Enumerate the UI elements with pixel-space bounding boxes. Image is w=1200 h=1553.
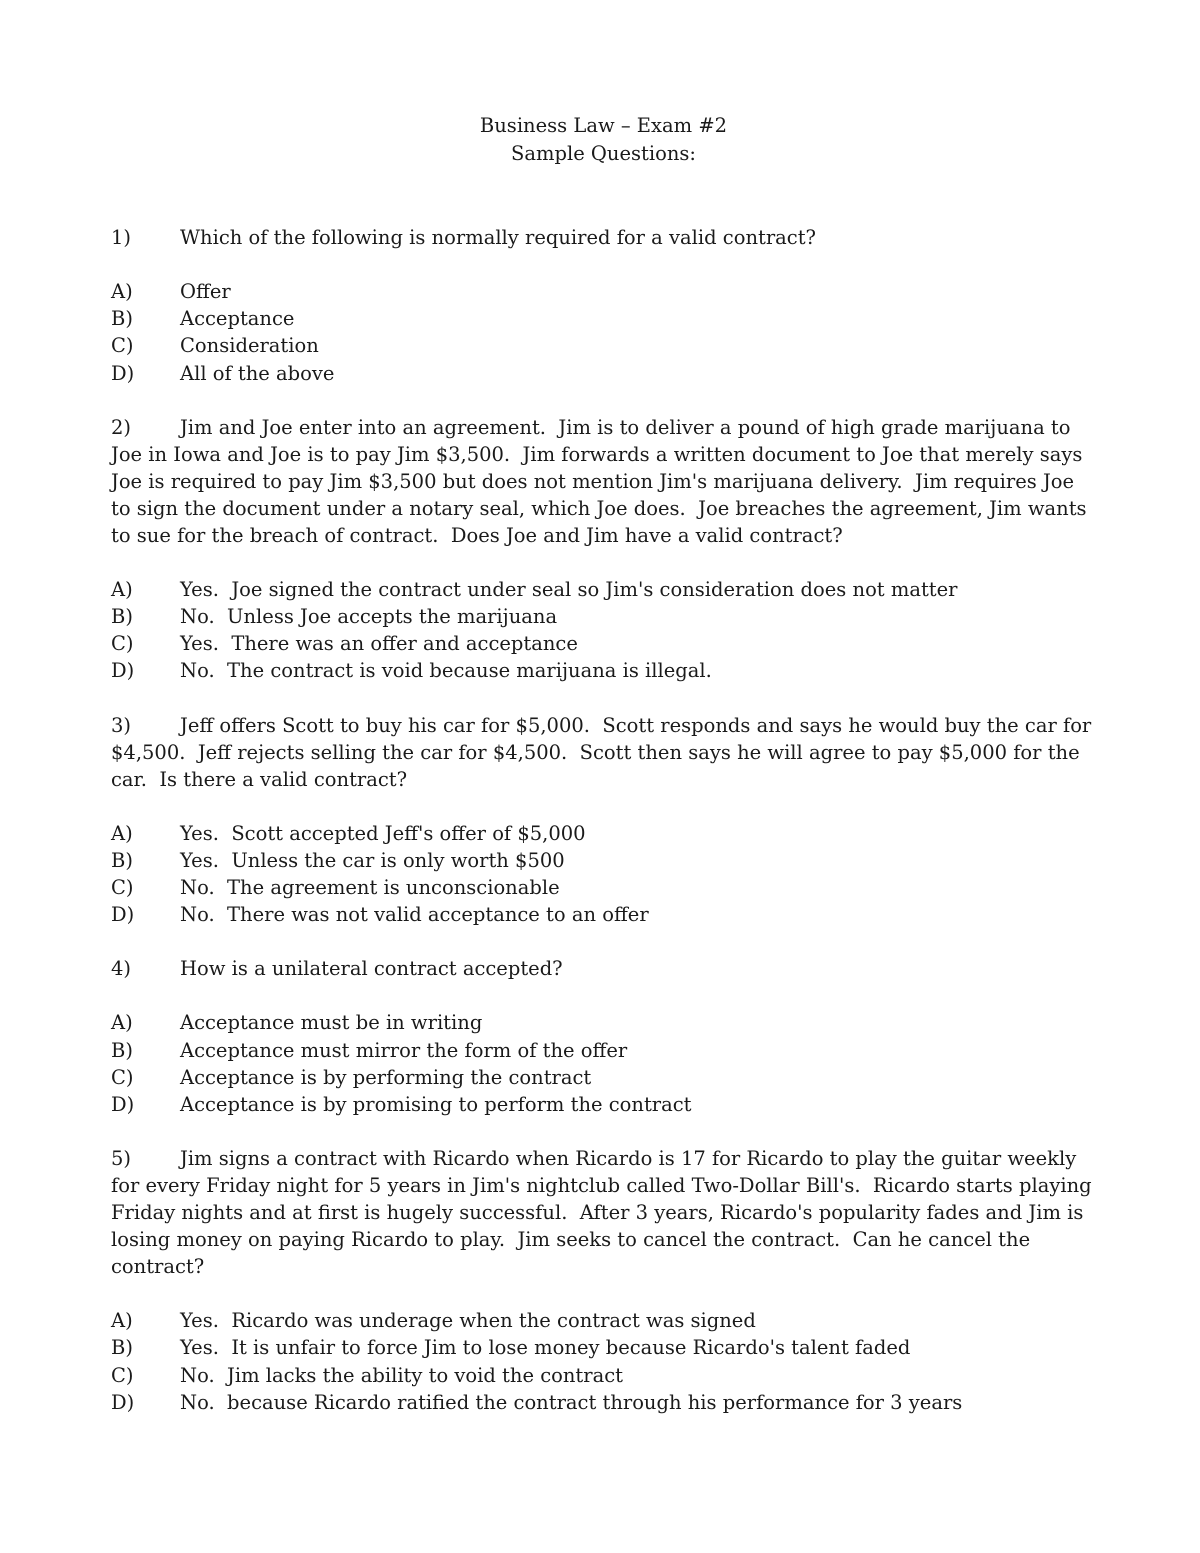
- answer-options: [111, 820, 1096, 929]
- answer-option: [111, 1037, 1096, 1064]
- answer-option: [111, 874, 1096, 901]
- answer-options: [111, 1009, 1096, 1118]
- option-letter: D): [111, 1093, 135, 1117]
- option-letter: C): [111, 632, 134, 656]
- question-number: 1): [111, 226, 132, 249]
- option-text: Offer: [180, 280, 231, 303]
- question-text: Jim and Joe enter into an agreement. Jim is to deliver a pound of high grade marijuana to Joe in Iowa and Joe is to pay Jim $3,500. Jim forwards a written document to Joe that merely says Joe is required to pay Jim $3,500 but does not mention Jim's marijuana delivery. Jim requires Joe to sign the document under a notary seal, which Joe does. Joe breaches the agreement, Jim wants to sue for the breach of contract. Does Joe and Jim have a valid contract?: [111, 415, 1093, 547]
- exam-page: [111, 112, 1096, 1443]
- question-number: 5): [111, 1147, 132, 1171]
- option-text: Yes. There was an offer and acceptance: [180, 632, 578, 656]
- option-text: Yes. It is unfair to force Jim to lose money because Ricardo's talent faded: [180, 1336, 911, 1360]
- answer-option: [111, 1064, 1096, 1091]
- option-letter: A): [111, 821, 133, 845]
- answer-option: [111, 820, 1096, 847]
- question-block: [111, 955, 1096, 1118]
- answer-option: [111, 1091, 1096, 1118]
- question-block: [111, 712, 1096, 929]
- option-text: All of the above: [180, 361, 335, 385]
- option-letter: A): [111, 1309, 133, 1333]
- option-text: No. The contract is void because marijuana is illegal.: [180, 659, 712, 683]
- answer-option: [111, 1389, 1096, 1416]
- option-letter: B): [111, 605, 133, 629]
- option-letter: C): [111, 876, 134, 900]
- question-stem: [111, 414, 1096, 549]
- option-text: No. because Ricardo ratified the contract through his performance for 3 years: [180, 1390, 963, 1414]
- answer-option: [111, 901, 1096, 928]
- option-letter: C): [111, 334, 134, 358]
- question-block: [111, 414, 1096, 685]
- option-text: No. There was not valid acceptance to an offer: [180, 903, 649, 927]
- answer-option: [111, 657, 1096, 684]
- question-text: Jim signs a contract with Ricardo when Ricardo is 17 for Ricardo to play the guitar weekly for every Friday night for 5 years in Jim's nightclub called Two-Dollar Bill's. Ricardo starts playing Friday nights and at first is hugely successful. After 3 years, Ricardo's popularity fades and Jim is losing money on paying Ricardo to play. Jim seeks to cancel the contract. Can he cancel the contract?: [111, 1147, 1098, 1279]
- option-letter: A): [111, 280, 133, 303]
- option-text: Acceptance must mirror the form of the offer: [180, 1038, 628, 1062]
- answer-options: [111, 1307, 1096, 1416]
- answer-option: [111, 630, 1096, 657]
- question-number: 4): [111, 957, 132, 981]
- option-letter: D): [111, 903, 135, 927]
- answer-option: [111, 332, 1096, 359]
- option-letter: C): [111, 1363, 134, 1387]
- answer-option: [111, 1334, 1096, 1361]
- option-text: Yes. Joe signed the contract under seal so Jim's consideration does not matter: [180, 577, 958, 601]
- question-number: 3): [111, 713, 132, 737]
- question-stem: [111, 224, 1096, 251]
- option-letter: C): [111, 1065, 134, 1089]
- question-stem: [111, 955, 1096, 982]
- page-title: Business Law – Exam #2: [479, 114, 728, 137]
- option-text: Yes. Scott accepted Jeff's offer of $5,000: [180, 821, 586, 845]
- answer-option: [111, 1307, 1096, 1334]
- option-text: Consideration: [180, 334, 319, 358]
- option-letter: A): [111, 577, 133, 601]
- option-text: Acceptance: [180, 307, 295, 331]
- option-text: No. Unless Joe accepts the marijuana: [180, 605, 558, 629]
- option-letter: B): [111, 848, 133, 872]
- option-letter: B): [111, 307, 133, 331]
- answer-option: [111, 360, 1096, 387]
- answer-option: [111, 305, 1096, 332]
- answer-options: [111, 278, 1096, 387]
- question-stem: [111, 1145, 1096, 1280]
- header: [111, 112, 1096, 168]
- option-letter: D): [111, 659, 135, 683]
- question-number: 2): [111, 415, 132, 439]
- option-text: Acceptance is by performing the contract: [180, 1065, 592, 1089]
- answer-option: [111, 576, 1096, 603]
- option-text: No. Jim lacks the ability to void the contract: [180, 1363, 623, 1387]
- option-letter: B): [111, 1336, 133, 1360]
- option-letter: D): [111, 1390, 135, 1414]
- page-subtitle: Sample Questions:: [511, 142, 696, 165]
- option-text: Acceptance is by promising to perform the contract: [180, 1093, 692, 1117]
- question-text: How is a unilateral contract accepted?: [180, 957, 563, 981]
- answer-option: [111, 1362, 1096, 1389]
- option-text: Acceptance must be in writing: [180, 1011, 483, 1035]
- option-letter: D): [111, 361, 135, 385]
- answer-option: [111, 603, 1096, 630]
- option-text: Yes. Unless the car is only worth $500: [180, 848, 565, 872]
- option-letter: A): [111, 1011, 133, 1035]
- question-block: [111, 224, 1096, 387]
- option-letter: B): [111, 1038, 133, 1062]
- question-stem: [111, 712, 1096, 793]
- question-text: Jeff offers Scott to buy his car for $5,000. Scott responds and says he would buy the car for $4,500. Jeff rejects selling the car for $4,500. Scott then says he will agree to pay $5,000 for the car. Is there a valid contract?: [111, 713, 1098, 791]
- answer-options: [111, 576, 1096, 685]
- question-block: [111, 1145, 1096, 1416]
- option-text: No. The agreement is unconscionable: [180, 876, 560, 900]
- answer-option: [111, 278, 1096, 305]
- answer-option: [111, 1009, 1096, 1036]
- answer-option: [111, 847, 1096, 874]
- question-text: Which of the following is normally required for a valid contract?: [180, 226, 817, 249]
- option-text: Yes. Ricardo was underage when the contract was signed: [180, 1309, 756, 1333]
